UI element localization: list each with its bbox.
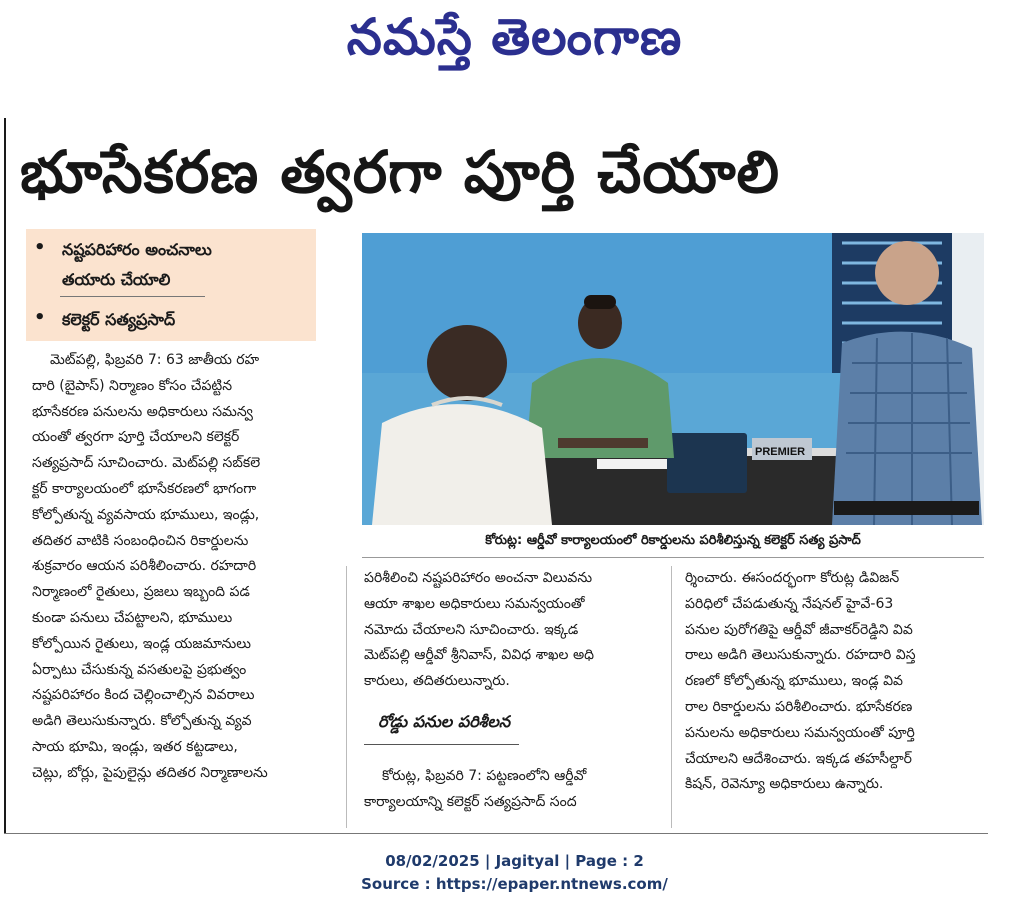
highlight-divider [60,296,205,297]
text-line: రణలో కోల్పోతున్న భూములు, ఇండ్ల వివ [685,673,903,690]
sub-heading: రోడ్డు పనుల పరిశీలన [378,712,511,731]
text-line: కోల్పోయిన రైతులు, ఇండ్ల యజమానులు [32,635,251,652]
text-line: పనులను అధికారులు సమన్వయంతో పూర్తి [685,724,915,741]
text-line: క్టర్ కార్యాలయంలో భూసేకరణలో భాగంగా [32,480,257,497]
text-line: రాల రికార్డులను పరిశీలించారు. భూసేకరణ [685,698,913,715]
photo-illustration [362,233,984,525]
highlight-line: తయారు చేయాలి [62,270,171,289]
text-line: నమోదు చేయాలని సూచించారు. ఇక్కడ [364,621,579,638]
text-line: కిషన్, రెవెన్యూ అధికారులు ఉన్నారు. [685,776,884,793]
edition-info: 08/02/2025 | Jagityal | Page : 2 [385,852,644,870]
text-line: కారులు, తదితరులున్నారు. [364,673,510,690]
highlights-box [26,229,316,341]
source-link[interactable]: Source : https://epaper.ntnews.com/ [361,875,668,893]
text-line: చెట్లు, బోర్లు, పైపులైన్లు తదితర నిర్మాణాలను [32,764,268,781]
text-line: తదితర వాటికి సంబంధించిన రికార్డులను [32,532,249,549]
text-line: నిర్మాణంలో రైతులు, ప్రజలు ఇబ్బంది పడ [32,584,250,601]
text-line: ఆయా శాఖల అధికారులు సమన్వయంతో [364,595,585,612]
text-line: కుండా పనులు చేపట్టాలని, భూములు [32,609,233,626]
text-line: సాయ భూమి, ఇండ్లు, ఇతర కట్టడాలు, [32,738,238,755]
text-line: మెట్‌పల్లి ఆర్డీవో శ్రీనివాస్, వివిధ శాఖల అధి [364,647,595,664]
bullet-dot: • [34,237,46,258]
text-line: మెట్‌పల్లి, ఫిబ్రవరి 7: 63 జాతీయ రహ [50,352,260,368]
highlight-line: కలెక్టర్ సత్యప్రసాద్ [62,310,176,329]
text-line: అడిగి తెలుసుకున్నారు. కోల్పోతున్న వ్యవ [32,713,252,730]
text-line: పరిధిలో చేపడుతున్న నేషనల్ హైవే-63 [685,595,894,612]
article-column-1 [32,348,328,787]
text-line: యంతో త్వరగా పూర్తి చేయాలని కలెక్టర్ [32,429,240,446]
text-line: శుక్రవారం ఆయన పరిశీలించారు. రహదారి [32,558,257,575]
text-line: పనుల పురోగతిపై ఆర్డీవో జీవాకర్‌రెడ్డిని వివ [685,621,913,638]
article-column-2 [364,566,660,695]
newspaper-masthead: నమస్తే తెలంగాణ [346,7,683,66]
column-divider [671,566,672,828]
nameplate-text: PREMIER [755,446,806,458]
text-line: చేయాలని ఆదేశించారు. ఇక్కడ తహసీల్దార్ [685,750,912,767]
text-line: కార్యాలయాన్ని కలెక్టర్ సత్యప్రసాద్ సంద [364,793,577,810]
text-line: పరిశీలించి నష్టపరిహారం అంచనా విలువను [364,570,593,586]
text-line: ఏర్పాటు చేసుకున్న వసతులపై ప్రభుత్వం [32,661,247,678]
photo-caption: కోరుట్ల: ఆర్డీవో కార్యాలయంలో రికార్డులను పరిశీలిస్తున్న కలెక్టర్ సత్య ప్రసాద్ [362,525,984,557]
article-column-3 [685,566,985,798]
text-line: దారి (బైపాస్) నిర్మాణం కోసం చేపట్టిన [32,377,233,394]
article-column-2-continued [364,764,660,816]
subheading-underline [364,744,519,745]
article-headline: భూసేకరణ త్వరగా పూర్తి చేయాలి [20,138,781,206]
text-line: కోల్పోతున్న వ్యవసాయ భూములు, ఇండ్లు, [32,506,260,523]
text-line: రాలు అడిగి తెలుసుకున్నారు. రహదారి విస్త [685,647,916,664]
news-photo [362,233,984,525]
highlight-line: నష్టపరిహారం అంచనాలు [62,240,212,259]
column-divider [346,566,347,828]
text-line: సత్యప్రసాద్ సూచించారు. మెట్‌పల్లి సబ్‌కలె [32,455,261,472]
caption-divider [362,557,984,558]
page-border-left [4,118,6,834]
bullet-dot: • [34,307,46,328]
text-line: నష్టపరిహారం కింద చెల్లించాల్సిన వివరాలు [32,687,255,704]
text-line: భూసేకరణ పనులను అధికారులు సమన్వ [32,403,253,420]
text-line: ర్శించారు. ఈసందర్భంగా కోరుట్ల డివిజన్ [685,570,900,586]
text-line: కోరుట్ల, ఫిబ్రవరి 7: పట్టణంలోని ఆర్డీవో [382,768,587,784]
page-bottom-rule [4,833,988,834]
